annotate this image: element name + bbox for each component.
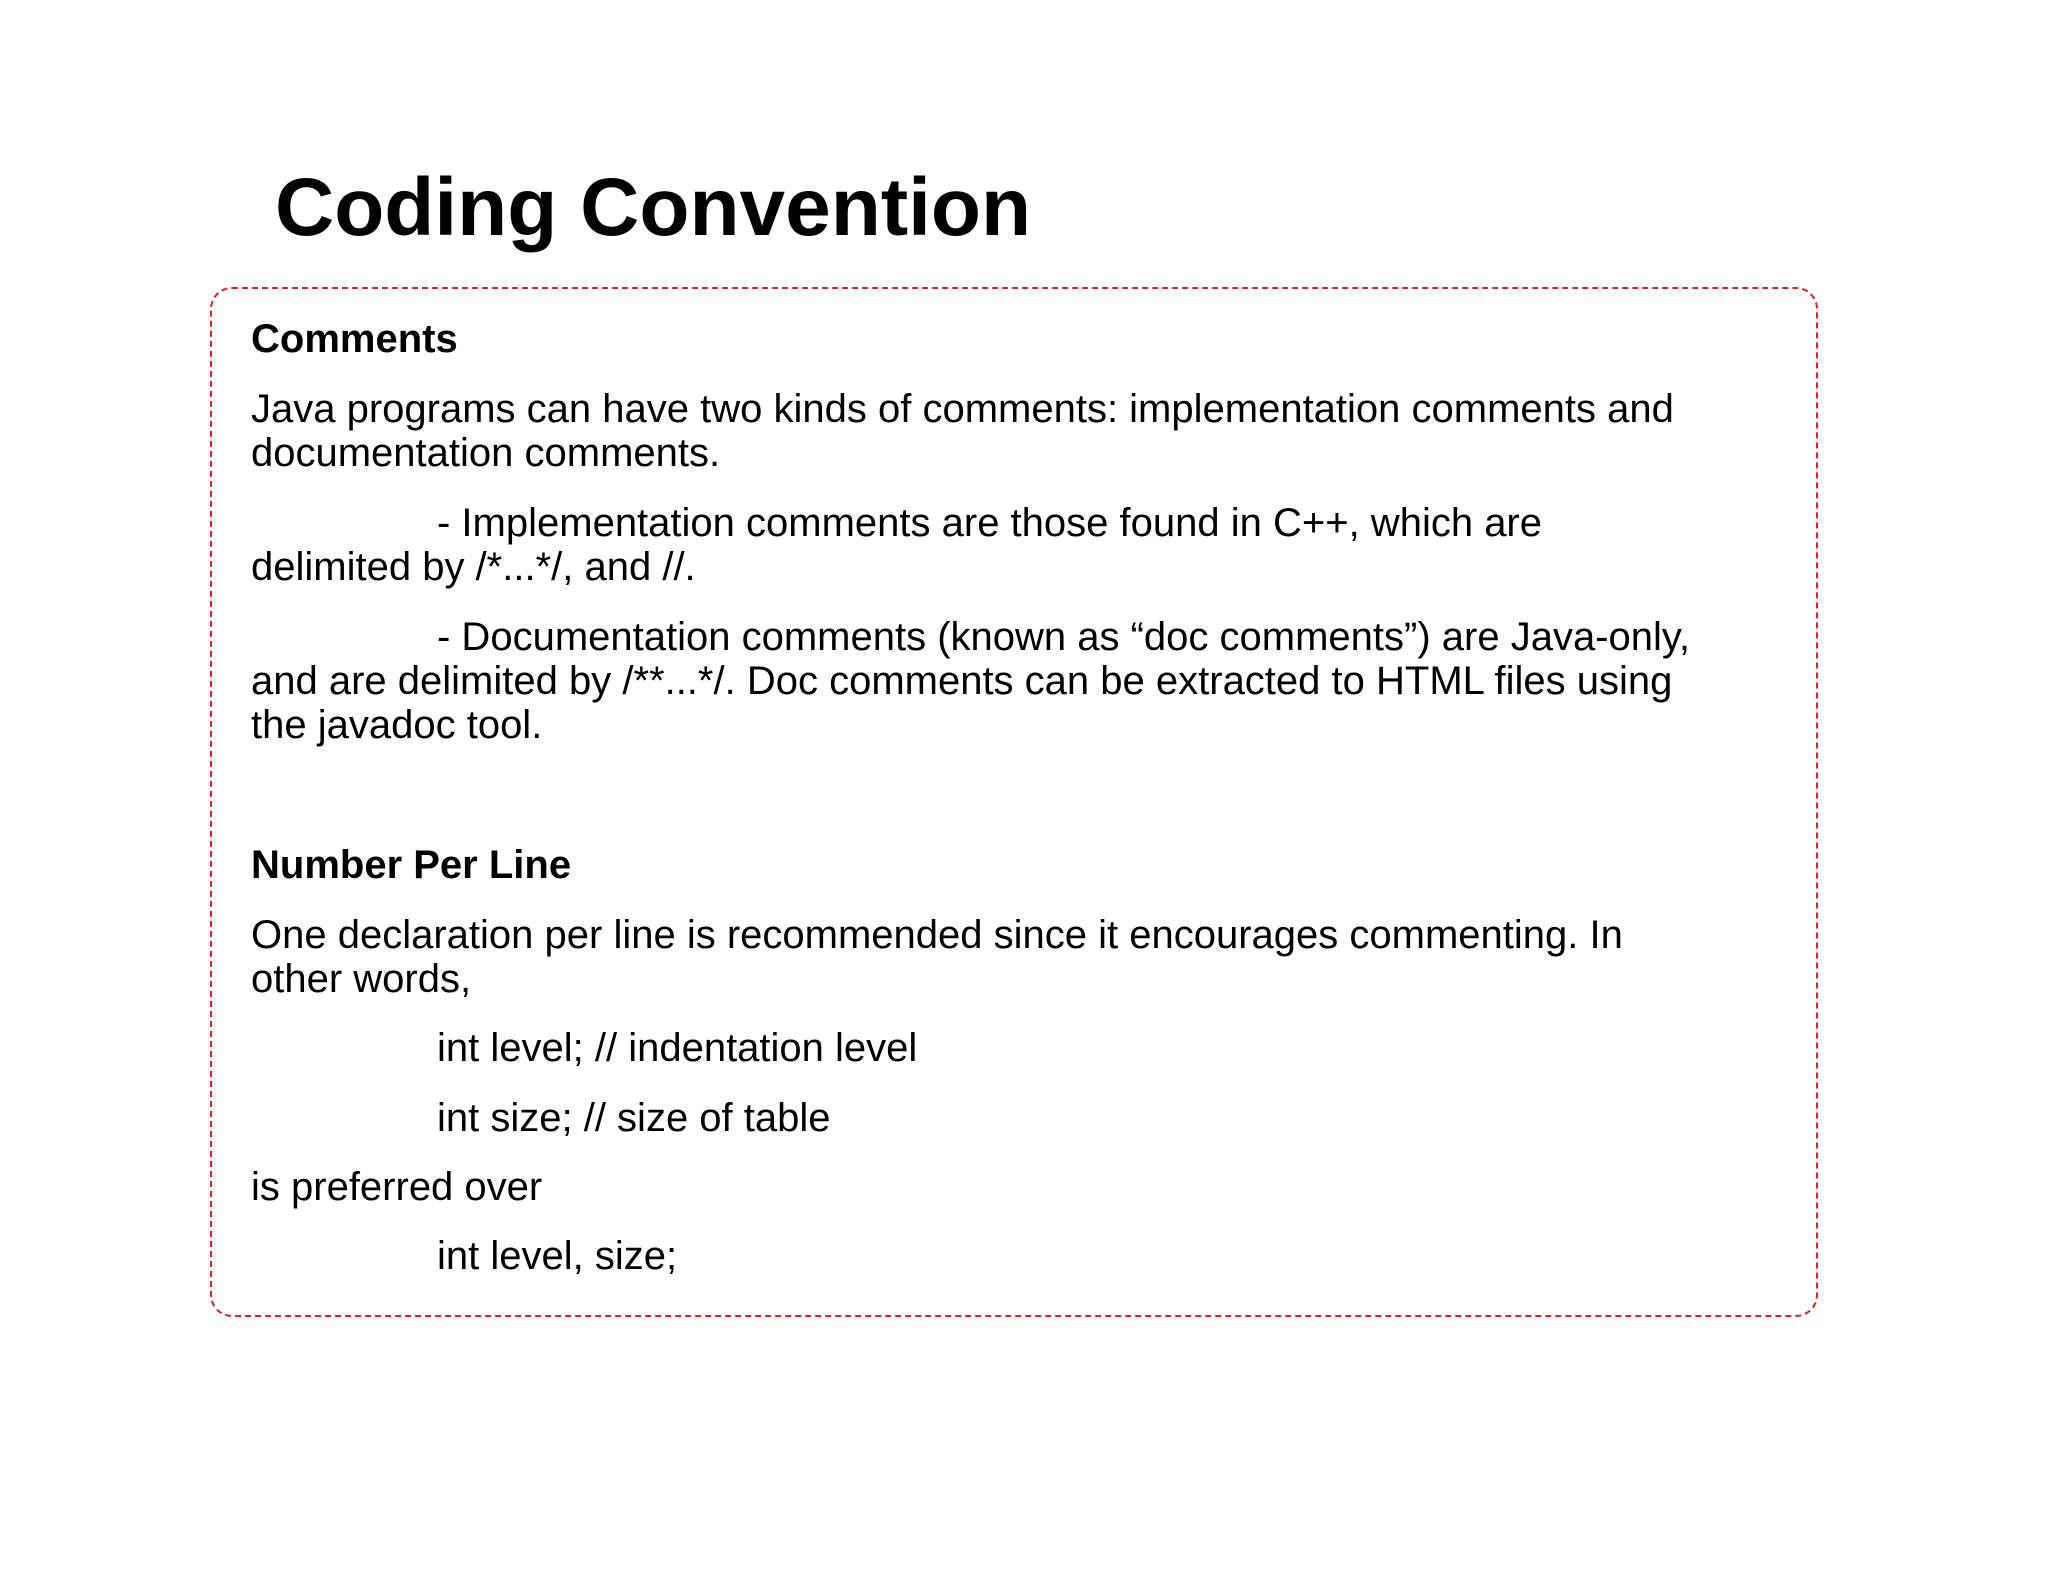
documentation-comments-line-1: - Documentation comments (known as “doc comments”) are Java-only, xyxy=(437,615,1691,659)
code-line-3: int level, size; xyxy=(437,1234,678,1278)
comments-intro xyxy=(251,387,1674,475)
implementation-comments-line-2: delimited by /*...*/, and //. xyxy=(251,545,696,589)
comments-intro-line-2: documentation comments. xyxy=(251,431,721,475)
preferred-text: is preferred over xyxy=(251,1165,543,1209)
implementation-comments-paragraph xyxy=(251,501,1542,589)
number-per-line-intro-line-2: other words, xyxy=(251,957,472,1001)
documentation-comments-paragraph xyxy=(251,615,1690,747)
comments-intro-line-1: Java programs can have two kinds of comments: implementation comments and xyxy=(251,387,1674,431)
code-line-1: int level; // indentation level xyxy=(437,1026,918,1070)
code-line-2: int size; // size of table xyxy=(437,1096,831,1140)
page-title: Coding Convention xyxy=(275,162,1032,253)
number-per-line-intro xyxy=(251,913,1623,1001)
number-per-line-intro-line-1: One declaration per line is recommended since it encourages commenting. In xyxy=(251,913,1623,957)
documentation-comments-line-2: and are delimited by /**...*/. Doc comments can be extracted to HTML files using xyxy=(251,659,1673,703)
implementation-comments-line-1: - Implementation comments are those found in C++, which are xyxy=(437,501,1542,545)
number-per-line-heading: Number Per Line xyxy=(251,843,572,887)
comments-heading: Comments xyxy=(251,317,458,361)
documentation-comments-line-3: the javadoc tool. xyxy=(251,703,543,747)
